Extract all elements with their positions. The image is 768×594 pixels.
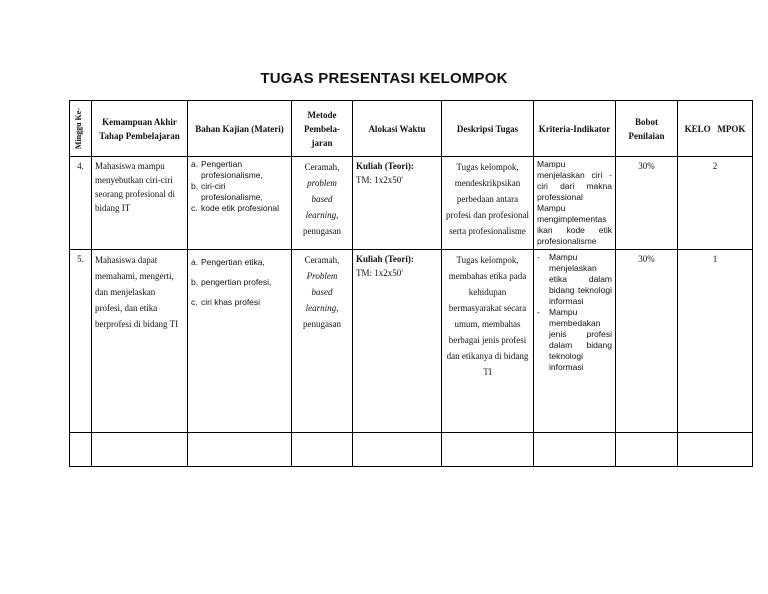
rps-table xyxy=(69,100,753,467)
table-row xyxy=(70,157,753,250)
list-item: - Mampu menjelaskan etika dalam bidang teknologi informasi xyxy=(537,252,612,306)
list-item: b. ciri-ciri profesionalisme, xyxy=(191,181,263,202)
cell-bahan xyxy=(188,250,292,433)
cell-kriteria xyxy=(534,250,616,433)
header-no: Minggu Ke- xyxy=(70,101,92,157)
cell-bobot: 30% xyxy=(616,157,678,250)
cell-alokasi: Kuliah (Teori): TM: 1x2x50' xyxy=(353,157,442,250)
header-kriteria: Kriteria-Indikator xyxy=(534,101,616,157)
table-row xyxy=(70,250,753,433)
list-item: c. kode etik profesional xyxy=(191,203,279,213)
header-kelompok: KELO MPOK xyxy=(678,101,753,157)
cell-bobot: 30% xyxy=(616,250,678,433)
header-bahan: Bahan Kajian (Materi) xyxy=(188,101,292,157)
list-item: - Mampu membedakan jenis profesi dalam bidang teknologi informasi xyxy=(537,307,612,372)
cell-kriteria xyxy=(534,157,616,250)
header-row xyxy=(70,101,753,157)
cell-kemampuan: Mahasiswa mampu menyebutkan ciri-ciri seorang profesional di bidang IT xyxy=(92,157,188,250)
cell-metode: Ceramah, Problem based learning, penugasan xyxy=(292,250,353,433)
list-item: Mampu menjelaskan ciri - ciri dari makna professional xyxy=(537,159,612,202)
header-deskripsi: Deskripsi Tugas xyxy=(442,101,534,157)
list-item: a. Pengertian etika, xyxy=(191,257,265,267)
cell-no: 4. xyxy=(70,157,92,250)
table-row-empty xyxy=(70,433,753,467)
header-kemampuan: Kemampuan Akhir Tahap Pembelajaran xyxy=(92,101,188,157)
cell-alokasi: Kuliah (Teori): TM: 1x2x50' xyxy=(353,250,442,433)
cell-deskripsi: Tugas kelompok, membahas etika pada kehidupan bermasyarakat secara umum, membahas berbagai jenis profesi dan etikanya di bidang TI xyxy=(442,250,534,433)
list-item: Mampu mengimplementas ikan kode etik profesionalisme xyxy=(537,203,612,246)
cell-bahan xyxy=(188,157,292,250)
cell-no: 5. xyxy=(70,250,92,433)
list-item: b. pengertian profesi, xyxy=(191,277,272,287)
cell-kemampuan: Mahasiswa dapat memahami, mengerti, dan menjelaskan profesi, dan etika berprofesi di bidang TI xyxy=(92,250,188,433)
header-alokasi: Alokasi Waktu xyxy=(353,101,442,157)
cell-kelompok: 2 xyxy=(678,157,753,250)
list-item: a. Pengertian profesionalisme, xyxy=(191,159,263,180)
list-item: c. ciri khas profesi xyxy=(191,297,261,307)
header-bobot: Bobot Penilaian xyxy=(616,101,678,157)
header-metode: Metode Pembela-jaran xyxy=(292,101,353,157)
cell-metode: Ceramah, problem based learning, penugasan xyxy=(292,157,353,250)
page-title: TUGAS PRESENTASI KELOMPOK xyxy=(260,70,508,87)
cell-kelompok: 1 xyxy=(678,250,753,433)
cell-deskripsi: Tugas kelompok, mendeskrikpsikan perbedaan antara profesi dan profesional serta profesionalisme xyxy=(442,157,534,250)
